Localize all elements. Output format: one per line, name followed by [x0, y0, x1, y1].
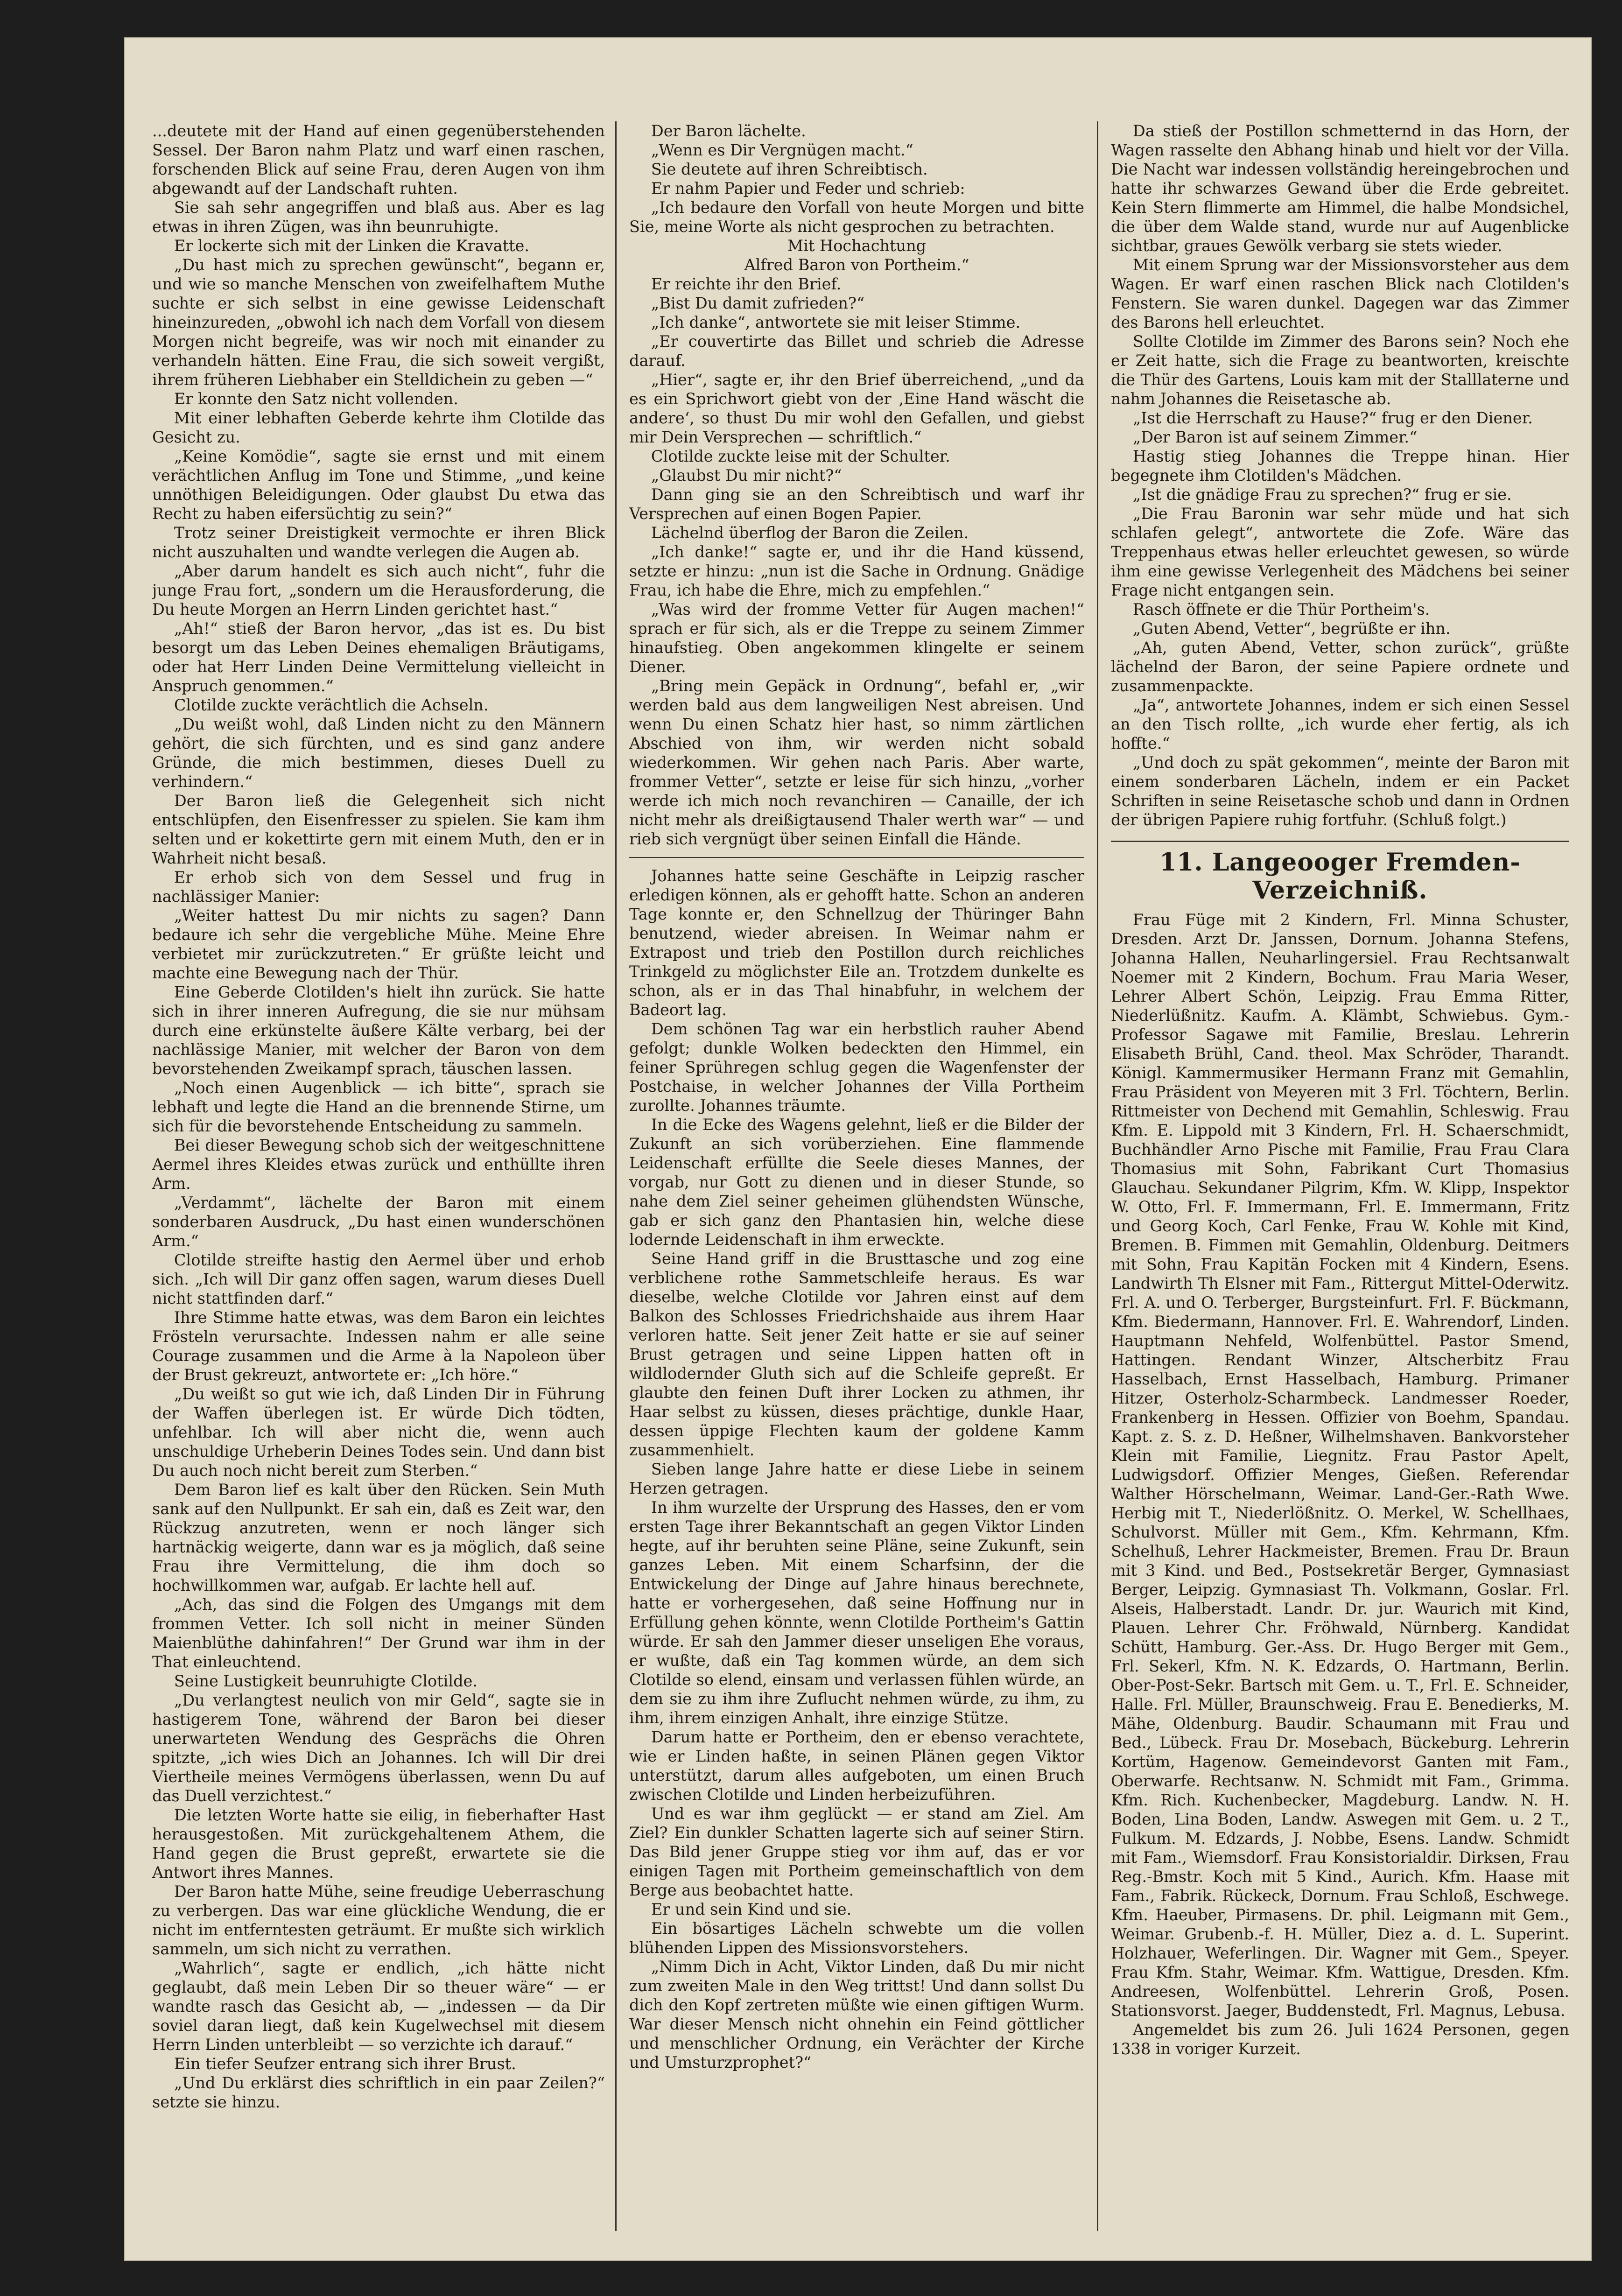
- paragraph: „Ja“, antwortete Johannes, indem er sich einen Sessel an den Tisch rollte, „ich wurde eher fertig, als ich hoffte.“: [1111, 696, 1569, 752]
- paragraph: „Bist Du damit zufrieden?“: [651, 294, 865, 312]
- paragraph: Der Baron lächelte.: [651, 122, 806, 140]
- column-rule: [1097, 121, 1098, 2231]
- paragraph: „Ist die Herrschaft zu Hause?“ frug er den Diener.: [1132, 409, 1533, 427]
- paragraph: „Wenn es Dir Vergnügen macht.“: [651, 141, 913, 159]
- paragraph: Ein tiefer Seufzer entrang sich ihrer Brust.: [174, 2055, 516, 2073]
- paragraph: „Noch einen Augenblick — ich bitte“, sprach sie lebhaft und legte die Hand an die brennende Stirne, um sich für die bevorstehende Entscheidung zu sammeln.: [152, 1079, 605, 1135]
- paragraph: Der Baron ließ die Gelegenheit sich nicht entschlüpfen, den Eisenfresser zu spielen. Sie kam ihm selten und er kokettirte gern mit einem Muth, den er in Wahrheit nicht besaß.: [152, 792, 605, 867]
- paragraph: Rasch öffnete er die Thür Portheim's.: [1132, 600, 1430, 618]
- paragraph: Seine Lustigkeit beunruhigte Clotilde.: [174, 1672, 478, 1690]
- paragraph: „Aber darum handelt es sich auch nicht“, fuhr die junge Frau fort, „sondern um die Herausforderung, die Du heute Morgen an Herrn Linden gerichtet hast.“: [152, 562, 605, 618]
- paragraph: Dem schönen Tag war ein herbstlich rauher Abend gefolgt; dunkle Wolken bedeckten den Himmel, ein feiner Sprühregen schlug gegen die Wagenfenster der Postchaise, in welcher Johannes der Villa Portheim zurollte. Johannes träumte.: [629, 1020, 1084, 1115]
- paragraph: „Der Baron ist auf seinem Zimmer.“: [1132, 428, 1418, 446]
- paragraph: Mit einer lebhaften Geberde kehrte ihm Clotilde das Gesicht zu.: [152, 409, 605, 446]
- paragraph: „Ich bedaure den Vorfall von heute Morgen und bitte Sie, meine Worte als nicht gesprochen zu betrachten.: [629, 198, 1084, 236]
- paragraph: „Glaubst Du mir nicht?“: [651, 466, 842, 484]
- paragraph: Ein bösartiges Lächeln schwebte um die vollen blühenden Lippen des Missionsvorstehers.: [629, 1919, 1084, 1957]
- paragraph: Bei dieser Bewegung schob sich der weitgeschnittene Aermel ihres Kleides etwas zurück und enthüllte ihren Arm.: [152, 1136, 605, 1193]
- column-rule: [615, 121, 617, 2231]
- paragraph: Dann ging sie an den Schreibtisch und warf ihr Versprechen auf einen Bogen Papier.: [629, 485, 1084, 523]
- paragraph: „Du weißt wohl, daß Linden nicht zu den Männern gehört, die sich fürchten, und es sind ganz andere Gründe, die mich bestimmen, dieses Duell zu verhindern.“: [152, 715, 605, 791]
- paragraph: Darum hatte er Portheim, den er ebenso verachtete, wie er Linden haßte, in seinen Plänen gegen Viktor unterstützt, darum alles aufgeboten, um einen Bruch zwischen Clotilde und Linden herbeizuführen.: [629, 1728, 1084, 1804]
- section-separator: [629, 857, 1084, 858]
- paragraph: Sie deutete auf ihren Schreibtisch.: [651, 160, 928, 178]
- paragraph: Ihre Stimme hatte etwas, was dem Baron ein leichtes Frösteln verursachte. Indessen nahm er alle seine Courage zusammen und die Arme à la Napoleon über der Brust gekreuzt, antwortete er: „Ich höre.“: [152, 1308, 605, 1384]
- section-heading: 11. Langeooger Fremden-Verzeichniß.: [1111, 841, 1569, 905]
- paragraph: „Hier“, sagte er, ihr den Brief überreichend, „und da es ein Sprichwort giebt von der ‚Eine Hand wäscht die andere‘, so thust Du mir wohl den Gefallen, und giebst mir Dein Versprechen — schriftlich.“: [629, 371, 1084, 446]
- paragraph: „Keine Komödie“, sagte sie ernst und mit einem verächtlichen Anflug im Tone und Stimme, „und keine unnöthigen Beleidigungen. Oder glaubst Du etwa das Recht zu haben eifersüchtig zu sein?“: [152, 447, 605, 523]
- paragraph: „Du verlangtest neulich von mir Geld“, sagte sie in hastigerem Tone, während der Baron bei dieser unerwarteten Wendung des Gesprächs die Ohren spitzte, „ich wies Dich an Johannes. Ich will Dir drei Viertheile meines Vermögens überlassen, wenn Du auf das Duell verzichtest.“: [152, 1691, 605, 1805]
- paragraph: Clotilde zuckte leise mit der Schulter.: [651, 447, 950, 465]
- paragraph: Er erhob sich von dem Sessel und frug in nachlässiger Manier:: [152, 868, 605, 906]
- paragraph: „Ist die gnädige Frau zu sprechen?“ frug er sie.: [1132, 485, 1512, 504]
- paragraph: Trotz seiner Dreistigkeit vermochte er ihren Blick nicht auszuhalten und wandte verlegen die Augen ab.: [152, 524, 605, 561]
- newspaper-page: [125, 38, 1591, 2260]
- paragraph: „Guten Abend, Vetter“, begrüßte er ihn.: [1132, 619, 1451, 638]
- column-3: [1111, 121, 1569, 2240]
- paragraph: In ihm wurzelte der Ursprung des Hasses, den er vom ersten Tage ihrer Bekanntschaft an gegen Viktor Linden hegte, auf ihr beruhten seine Pläne, seine Zukunft, sein ganzes Leben. Mit einem Scharfsinn, der die Entwickelung der Dinge auf Jahre hinaus berechnete, hatte er vorhergesehen, daß seine Hoffnung nur in Erfüllung gehen könnte, wenn Clotilde Portheim's Gattin würde. Er sah den Jammer dieser unseligen Ehe voraus, er wußte, daß ein Tag kommen würde, an dem sich Clotilde so elend, einsam und verlassen fühlen würde, an dem sie zu ihm ihre Zuflucht nehmen würde, zu ihm, zu ihm, ihrem einzigen Anhalt, ihre einzige Stütze.: [629, 1498, 1084, 1727]
- paragraph: „Verdammt“, lächelte der Baron mit einem sonderbaren Ausdruck, „Du hast einen wunderschönen Arm.“: [152, 1194, 605, 1250]
- paragraph: „Was wird der fromme Vetter für Augen machen!“ sprach er für sich, als er die Treppe zu seinem Zimmer hinaufstieg. Oben angekommen klingelte er seinem Diener.: [629, 600, 1084, 676]
- paragraph: Er reichte ihr den Brief.: [651, 275, 842, 293]
- guest-list: Frau Füge mit 2 Kindern, Frl. Minna Schuster, Dresden. Arzt Dr. Janssen, Dornum. Johanna Stefens, Johanna Hallen, Neuharlingersiel. Frau Rechtsanwalt Noemer mit 2 Kindern, Bochum. Frau Maria Weser, Lehrer Albert Schön, Leipzig. Frau Emma Ritter, Niederlüßnitz. Kaufm. A. Klämbt, Schwiebus. Gym.-Professor Sagawe mit Familie, Breslau. Lehrerin Elisabeth Brühl, Cand. theol. Max Schröder, Tharandt. Königl. Kammermusiker Hermann Franz mit Gemahlin, Frau Präsident von Meyeren mit 3 Frl. Töchtern, Berlin. Rittmeister von Dechend mit Gemahlin, Schleswig. Frau Kfm. E. Lippold mit 3 Kindern, Frl. H. Schaerschmidt, Buchhändler Arno Pische mit Familie, Frau Frau Clara Thomasius mit Sohn, Fabrikant Curt Thomasius Glauchau. Sekundaner Pilgrim, Kfm. W. Klipp, Inspektor W. Otto, Frl. F. Immermann, Frl. E. Immermann, Fritz und Georg Koch, Carl Fenke, Frau W. Kohle mit Kind, Bremen. B. Fimmen mit Gemahlin, Oldenburg. Deitmers mit Sohn, Frau Kapitän Focken mit 4 Kindern, Esens. Landwirth Th Elsner mit Fam., Rittergut Mittel-Oderwitz. Frl. A. und O. Terberger, Burgsteinfurt. Frl. F. Bückmann, Kfm. Biedermann, Hannover. Frl. E. Wahrendorf, Linden. Hauptmann Nehfeld, Wolfenbüttel. Pastor Smend, Hattingen. Rendant Winzer, Altscherbitz Frau Hasselbach, Ernst Hasselbach, Hamburg. Primaner Hitzer, Osterholz-Scharmbeck. Landmesser Roeder, Frankenberg in Hessen. Offizier von Boehm, Spandau. Kapt. z. S. z. D. Heßner, Wilhelmshaven. Bankvorsteher Klein mit Familie, Liegnitz. Frau Pastor Apelt, Ludwigsdorf. Offizier Menges, Gießen. Referendar Walther Hörschelmann, Weimar. Land-Ger.-Rath Wwe. Herbig mit T., Niederlößnitz. O. Merkel, W. Schellhaes, Schulvorst. Müller mit Gem., Kfm. Kehrmann, Kfm. Schelhuß, Lehrer Hackmeister, Bremen. Frau Dr. Braun mit 3 Kind. und Bed., Postsekretär Berger, Gymnasiast Berger, Leipzig. Gymnasiast Th. Volkmann, Goslar. Frl. Alseis, Halberstadt. Landr. Dr. jur. Waurich mit Kind, Plauen. Lehrer Chr. Fröhwald, Nürnberg. Kandidat Schütt, Hamburg. Ger.-Ass. Dr. Hugo Berger mit Gem., Frl. Sekerl, Kfm. N. K. Edzards, O. Hartmann, Berlin. Ober-Post-Sekr. Bartsch mit Gem. u. T., Frl. E. Schneider, Halle. Frl. Müller, Braunschweig. Frau E. Benedierks, M. Mähe, Oldenburg. Baudir. Schaumann mit Frau und Bed., Lübeck. Frau Dr. Mosebach, Bückeburg. Lehrerin Kortüm, Hagenow. Gemeindevorst Ganten mit Fam., Oberwarfe. Rechtsanw. N. Schmidt mit Fam., Grimma. Kfm. Rich. Kuchenbecker, Magdeburg. Landw. N. H. Boden, Lina Boden, Landw. Aswegen mit Gem. u. 2 T., Fulkum. M. Edzards, J. Nobbe, Esens. Landw. Schmidt mit Fam., Wiemsdorf. Frau Konsistorialdir. Dirksen, Frau Reg.-Bmstr. Koch mit 5 Kind., Aurich. Kfm. Haase mit Fam., Fabrik. Rückeck, Dornum. Frau Schloß, Eschwege. Kfm. Haeuber, Pirmasens. Dr. phil. Leigmann mit Gem., Weimar. Grubenb.-f. H. Müller, Diez a. d. L. Superint. Holzhauer, Weferlingen. Dir. Wagner mit Gem., Speyer. Frau Kfm. Stahr, Weimar. Kfm. Wattigue, Dresden. Kfm. Andreesen, Wolfenbüttel. Lehrerin Groß, Posen. Stationsvorst. Jaeger, Buddenstedt, Frl. Magnus, Lebusa.: [1111, 911, 1569, 2020]
- paragraph: „Wahrlich“, sagte er endlich, „ich hätte nicht geglaubt, daß mein Leben Dir so theuer wäre“ — er wandte rasch das Gesicht ab, — „indessen — da Dir soviel daran liegt, daß kein Kugelwechsel mit diesem Herrn Linden unterbleibt — so verzichte ich darauf.“: [152, 1959, 605, 2054]
- paragraph: „Du hast mich zu sprechen gewünscht“, begann er, und wie so manche Menschen von zweifelhaftem Muthe suchte er sich selbst in eine gewisse Leidenschaft hineinzureden, „obwohl ich nach dem Vorfall von diesem Morgen nicht begreife, was wir noch mit einander zu verhandeln hätten. Eine Frau, die sich soweit vergißt, ihrem früheren Liebhaber ein Stelldichein zu geben —“: [152, 256, 605, 389]
- column-2: [629, 121, 1084, 2240]
- paragraph: Da stieß der Postillon schmetternd in das Horn, der Wagen rasselte den Abhang hinab und hielt vor der Villa. Die Nacht war indessen vollständig hereingebrochen und hatte ihr schwarzes Gewand über die Erde gebreitet. Kein Stern flimmerte am Himmel, die halbe Mondsichel, die über dem Walde stand, wurde nur auf Augenblicke sichtbar, graues Gewölk verbarg sie stets wieder.: [1111, 122, 1569, 255]
- paragraph: ...deutete mit der Hand auf einen gegenüberstehenden Sessel. Der Baron nahm Platz und warf einen raschen, forschenden Blick auf seine Frau, deren Augen von ihm abgewandt auf der Landschaft ruhten.: [152, 122, 605, 197]
- letter-closing: Mit Hochachtung: [787, 237, 927, 255]
- paragraph: „Nimm Dich in Acht, Viktor Linden, daß Du mir nicht zum zweiten Male in den Weg trittst! Und dann sollst Du dich den Kopf zertreten müßte wie einen giftigen Wurm. War dieser Mensch nicht ohnehin ein Feind göttlicher und menschlicher Ordnung, ein Verächter der Kirche und Umsturzprophet?“: [629, 1958, 1084, 2071]
- letter-signature: Alfred Baron von Portheim.“: [744, 256, 969, 274]
- paragraph: „Du weißt so gut wie ich, daß Linden Dir in Führung der Waffen überlegen ist. Er würde Dich tödten, unfehlbar. Ich will aber nicht die, wenn auch unschuldige Urheberin Deines Todes sein. Und dann bist Du auch noch nicht bereit zum Sterben.“: [152, 1385, 605, 1480]
- paragraph: „Die Frau Baronin war sehr müde und hat sich schlafen gelegt“, antwortete die Zofe. Wäre das Treppenhaus etwas heller erleuchtet gewesen, so würde ihm eine gewisse Verlegenheit des Mädchens bei seiner Frage nicht entgangen sein.: [1111, 505, 1569, 599]
- paragraph: Und es war ihm geglückt — er stand am Ziel. Am Ziel? Ein dunkler Schatten lagerte sich auf seiner Stirn. Das Bild jener Gruppe stieg vor ihm auf, das er vor einigen Tagen mit Portheim gemeinschaftlich von dem Berge aus beobachtet hatte.: [629, 1805, 1084, 1899]
- paragraph: „Ach, das sind die Folgen des Umgangs mit dem frommen Vetter. Ich soll nicht in meiner Sünden Maienblüthe dahinfahren!“ Der Grund war ihm in der That einleuchtend.: [152, 1595, 605, 1671]
- paragraph: „Ah!“ stieß der Baron hervor, „das ist es. Du bist besorgt um das Leben Deines ehemaligen Bräutigams, oder hat Herr Linden Deine Vermittelung vielleicht in Anspruch genommen.“: [152, 619, 605, 695]
- paragraph: Dem Baron lief es kalt über den Rücken. Sein Muth sank auf den Nullpunkt. Er sah ein, daß es Zeit war, den Rückzug anzutreten, wenn er noch länger sich hartnäckig weigerte, dann war es ja möglich, daß seine Frau ihre Vermittelung, die ihm doch so hochwillkommen war, aufgab. Er lachte hell auf.: [152, 1481, 605, 1594]
- paragraph: „Und doch zu spät gekommen“, meinte der Baron mit einem sonderbaren Lächeln, indem er ein Packet Schriften in seine Reisetasche schob und dann in Ordnen der übrigen Papiere ruhig fortfuhr. (Schluß folgt.): [1111, 753, 1569, 829]
- paragraph: Lächelnd überflog der Baron die Zeilen.: [651, 524, 969, 542]
- paragraph: Seine Hand griff in die Brusttasche und zog eine verblichene rothe Sammetschleife heraus. Es war dieselbe, welche Clotilde vor Jahren einst auf dem Balkon des Schlosses Friedrichshaide aus ihrem Haar verloren hatte. Seit jener Zeit hatte er sie auf seiner Brust getragen und seine Lippen hatten oft in wildlodernder Gluth sich auf die Schleife gepreßt. Er glaubte den feinen Duft ihrer Locken zu athmen, ihr Haar selbst zu küssen, dieses prächtige, dunkle Haar, dessen üppige Flechten kaum der goldene Kamm zusammenhielt.: [629, 1250, 1084, 1459]
- paragraph: Sieben lange Jahre hatte er diese Liebe in seinem Herzen getragen.: [629, 1460, 1084, 1497]
- paragraph: Er lockerte sich mit der Linken die Kravatte.: [174, 237, 529, 255]
- column-1: [152, 121, 605, 2240]
- paragraph: Sie sah sehr angegriffen und blaß aus. Aber es lag etwas in ihren Zügen, was ihn beunruhigte.: [152, 198, 605, 236]
- paragraph: „Ich danke“, antwortete sie mit leiser Stimme.: [651, 313, 1021, 331]
- paragraph: „Er couvertirte das Billet und schrieb die Adresse darauf.: [629, 332, 1084, 370]
- paragraph: In die Ecke des Wagens gelehnt, ließ er die Bilder der Zukunft an sich vorüberziehen. Eine flammende Leidenschaft erfüllte die Seele dieses Mannes, der vorgab, nur Gott zu dienen und in dieser Stunde, so nahe dem Ziel seiner geheimen glühendsten Wünsche, gab er sich ganz den Phantasien hin, welche diese lodernde Leidenschaft in ihm erweckte.: [629, 1116, 1084, 1249]
- paragraph: Johannes hatte seine Geschäfte in Leipzig rascher erledigen können, als er gehofft hatte. Schon an anderen Tage konnte er, den Schnellzug der Thüringer Bahn benutzend, wieder abreisen. In Weimar nahm er Extrapost und trieb den Postillon durch reichliches Trinkgeld zu möglichster Eile an. Trotzdem dunkelte es schon, als er in das Thal hinabfuhr, in welchem der Badeort lag.: [629, 867, 1084, 1019]
- paragraph: Hastig stieg Johannes die Treppe hinan. Hier begegnete ihm Clotilden's Mädchen.: [1111, 447, 1569, 484]
- paragraph: Clotilde streifte hastig den Aermel über und erhob sich. „Ich will Dir ganz offen sagen, warum dieses Duell nicht stattfinden darf.“: [152, 1251, 605, 1307]
- paragraph: Er nahm Papier und Feder und schrieb:: [651, 179, 965, 197]
- paragraph: „Ich danke!“ sagte er, und ihr die Hand küssend, setzte er hinzu: „nun ist die Sache in Ordnung. Gnädige Frau, ich habe die Ehre, mich zu empfehlen.“: [629, 543, 1084, 599]
- paragraph: „Und Du erklärst dies schriftlich in ein paar Zeilen?“ setzte sie hinzu.: [152, 2074, 605, 2111]
- paragraph: Clotilde zuckte verächtlich die Achseln.: [174, 696, 489, 714]
- guest-list-total: Angemeldet bis zum 26. Juli 1624 Personen, gegen 1338 in voriger Kurzeit.: [1111, 2021, 1569, 2058]
- paragraph: „Weiter hattest Du mir nichts zu sagen? Dann bedaure ich sehr die vergebliche Mühe. Meine Ehre verbietet mir zurückzutreten.“ Er grüßte leicht und machte eine Bewegung nach der Thür.: [152, 906, 605, 982]
- paragraph: Mit einem Sprung war der Missionsvorsteher aus dem Wagen. Er warf einen raschen Blick nach Clotilden's Fenstern. Sie waren dunkel. Dagegen war das Zimmer des Barons hell erleuchtet.: [1111, 256, 1569, 331]
- paragraph: Eine Geberde Clotilden's hielt ihn zurück. Sie hatte sich in ihrer inneren Aufregung, die sie nur mühsam durch eine erkünstelte äußere Kälte verbarg, bei der nachlässige Manier, mit welcher der Baron von dem bevorstehenden Zweikampf sprach, täuschen lassen.: [152, 983, 605, 1078]
- paragraph: Die letzten Worte hatte sie eilig, in fieberhafter Hast herausgestoßen. Mit zurückgehaltenem Athem, die Hand gegen die Brust gepreßt, erwartete sie die Antwort ihres Mannes.: [152, 1806, 605, 1882]
- paragraph: „Bring mein Gepäck in Ordnung“, befahl er, „wir werden bald aus dem langweiligen Nest abreisen. Und wenn Du einen Schatz hier hast, so nimm zärtlichen Abschied von ihm, wir werden nicht sobald wiederkommen. Wir gehen nach Paris. Aber warte, frommer Vetter“, setzte er leise für sich hinzu, „vorher werde ich mich noch revanchiren — Canaille, der ich nicht mehr als dreißigtausend Thaler werth war“ — und rieb sich vergnügt über seinen Einfall die Hände.: [629, 677, 1084, 848]
- paragraph: Sollte Clotilde im Zimmer des Barons sein? Noch ehe er Zeit hatte, sich die Frage zu beantworten, kreischte die Thür des Gartens, Louis kam mit der Stalllaterne und nahm Johannes die Reisetasche ab.: [1111, 332, 1569, 408]
- paragraph: Der Baron hatte Mühe, seine freudige Ueberraschung zu verbergen. Das war eine glückliche Wendung, die er nicht im entferntesten geträumt. Er mußte sich wirklich sammeln, um sich nicht zu verrathen.: [152, 1882, 605, 1958]
- paragraph: „Ah, guten Abend, Vetter, schon zurück“, grüßte lächelnd der Baron, der seine Papiere ordnete und zusammenpackte.: [1111, 639, 1569, 695]
- paragraph: Er konnte den Satz nicht vollenden.: [174, 390, 458, 408]
- paragraph: Er und sein Kind und sie.: [651, 1900, 852, 1918]
